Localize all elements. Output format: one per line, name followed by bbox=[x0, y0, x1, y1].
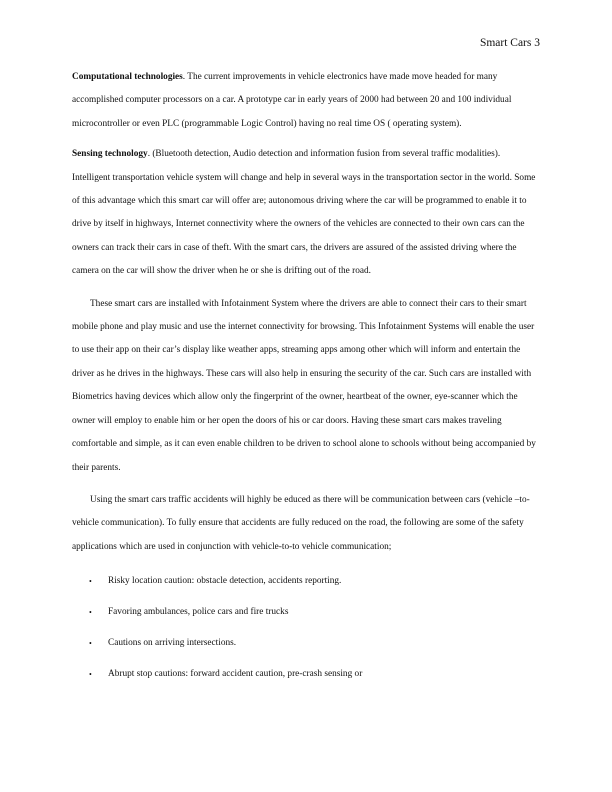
paragraph-body: . The current improvements in vehicle electronics have made move headed for many accomplished computer processors on a car. A prototype car in early years of 2000 had between 20 and 100 individual microcontroller or even PLC (programmable Logic Control) having no real time OS ( operating system). bbox=[72, 72, 512, 129]
running-head: Smart Cars 3 bbox=[479, 37, 540, 49]
list-item bbox=[72, 570, 540, 601]
list-item bbox=[72, 601, 540, 632]
bullet-icon: • bbox=[89, 608, 92, 618]
list-item bbox=[72, 663, 540, 694]
safety-applications-list bbox=[72, 570, 540, 694]
paragraph-sensing-technology bbox=[72, 143, 540, 283]
bullet-icon: • bbox=[89, 639, 92, 649]
bullet-icon: • bbox=[89, 670, 92, 680]
list-item-text: Risky location caution: obstacle detection, accidents reporting. bbox=[108, 576, 342, 587]
list-item-text: Favoring ambulances, police cars and fire trucks bbox=[108, 607, 289, 618]
paragraph-body: . (Bluetooth detection, Audio detection and information fusion from several traffic modalities). Intelligent transportation vehicle system will change and help in several ways in the transportation sector in the world. Some of this advantage which this smart car will offer are; autonomous driving where the car will be programmed to enable it to drive by itself in highways, Internet connectivity where the owners of the vehicles are connected to their own cars can the owners can track their cars in case of theft. With the smart cars, the drivers are assured of the assisted driving where the camera on the car will show the driver when he or she is drifting out of the road. bbox=[72, 149, 536, 277]
list-item-text: Cautions on arriving intersections. bbox=[108, 638, 237, 649]
paragraph-lead: Computational technologies bbox=[72, 72, 183, 82]
list-item bbox=[72, 632, 540, 663]
body-text bbox=[72, 66, 540, 694]
paragraph-safety: Using the smart cars traffic accidents will highly be educed as there will be communication between cars (vehicle –to- vehicle communication). To fully ensure that accidents are fully reduced on the road, the following are some of the safety applications which are used in conjunction with vehicle-to-to vehicle communication; bbox=[72, 494, 530, 552]
bullet-icon: • bbox=[89, 577, 92, 587]
list-item-text: Abrupt stop cautions: forward accident caution, pre-crash sensing or bbox=[108, 669, 363, 680]
paragraph-computational-technologies bbox=[72, 66, 540, 136]
paragraph-infotainment: These smart cars are installed with Infotainment System where the drivers are able to connect their cars to their smart mobile phone and play music and use the internet connectivity for browsing. This Infotainment Systems will enable the user to use their app on their car’s display like weather apps, streaming apps among other which will inform and entertain the driver as he drives in the highways. These cars will also help in ensuring the security of the car. Such cars are installed with Biometrics having devices which allow only the fingerprint of the owner, heartbeat of the owner, eye-scanner which the owner will employ to enable him or her open the doors of his or car doors. Having these smart cars makes traveling comfortable and simple, as it can even enable children to be driven to school alone to schools without being accompanied by their parents. bbox=[72, 298, 536, 473]
paragraph-lead: Sensing technology bbox=[72, 149, 148, 160]
